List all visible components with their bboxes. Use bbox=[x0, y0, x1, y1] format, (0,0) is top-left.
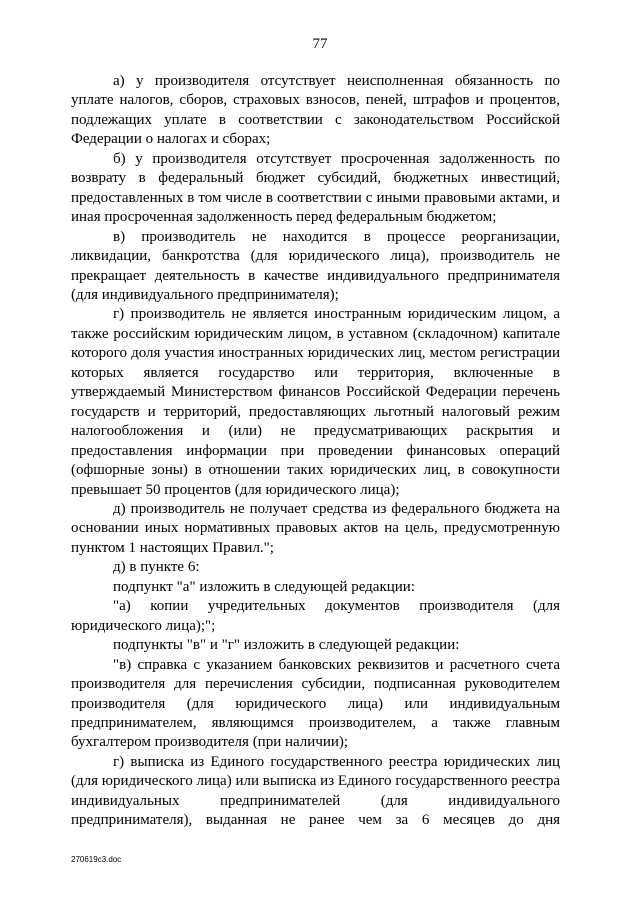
paragraph-subitem-v-text: "в) справка с указанием банковских реквизитов и расчетного счета производителя для перечисления субсидии, подписанная руководителем производителя (для юридического лица) или индивидуальным предпринимателем, являющимся производителем, а также главным бухгалтером производителя (при наличии); bbox=[71, 656, 560, 751]
paragraph-v-reorganization: в) производитель не находится в процессе реорганизации, ликвидации, банкротства (для юридического лица), производитель не прекращает деятельность в качестве индивидуального предпринимателя (для индивидуального предпринимателя); bbox=[71, 228, 560, 303]
document-filename-footer: 270619с3.doc bbox=[71, 855, 122, 864]
paragraph-item-6-intro: д) в пункте 6: bbox=[113, 559, 200, 576]
paragraph-subitem-a-text: "а) копии учредительных документов производителя (для юридического лица);"; bbox=[71, 598, 560, 634]
paragraph-g-foreign-entity: г) производитель не является иностранным юридическим лицом, а также российским юридическим лицом, в уставном (складочном) капитале которого доля участия иностранных юридических лиц, местом регистрации которых является государство или территория, включенные в утверждаемый Министерством финансов Российской Федерации перечень государств и территорий, предоставляющих льготный налоговый режим налогообложения и (или) не предусматривающих раскрытия и предоставления информации при проведении финансовых операций (офшорные зоны) в отношении таких юридических лиц, в совокупности превышает 50 процентов (для юридического лица); bbox=[71, 306, 560, 498]
document-body bbox=[71, 72, 560, 831]
paragraph-subitems-v-g-intro: подпункты "в" и "г" изложить в следующей редакции: bbox=[113, 637, 460, 654]
paragraph-b-budget-debt: б) у производителя отсутствует просроченная задолженность по возврату в федеральный бюджет субсидий, бюджетных инвестиций, предоставленных в том числе в соответствии с иными правовыми актами, и иная просроченная задолженность перед федеральным бюджетом; bbox=[71, 150, 560, 226]
paragraph-d-no-other-funds: д) производитель не получает средства из федерального бюджета на основании иных нормативных правовых актов на цель, предусмотренную пунктом 1 настоящих Правил."; bbox=[71, 500, 560, 556]
paragraph-a-tax-obligations: а) у производителя отсутствует неисполненная обязанность по уплате налогов, сборов, страховых взносов, пеней, штрафов и процентов, подлежащих уплате в соответствии с законодательством Российской Федерации о налогах и сборах; bbox=[71, 73, 560, 148]
paragraph-subitem-a-intro: подпункт "а" изложить в следующей редакции: bbox=[113, 578, 415, 595]
paragraph-subitem-g-text: г) выписка из Единого государственного реестра юридических лиц (для юридического лица) или выписка из Единого государственного реестра индивидуальных предпринимателей (для индивидуального предпринимателя), выданная не ранее чем за 6 месяцев до дня bbox=[71, 753, 560, 829]
page-number: 77 bbox=[312, 36, 328, 52]
